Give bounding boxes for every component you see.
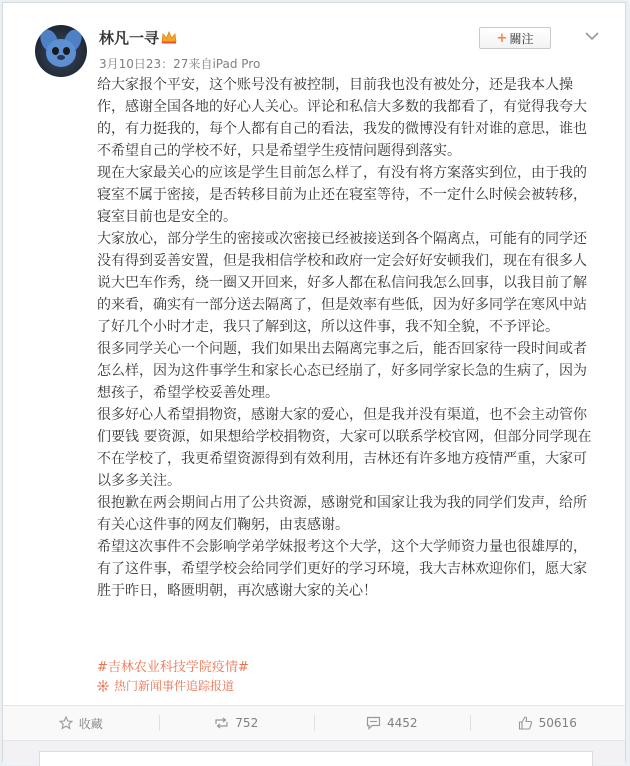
- plus-icon: +: [496, 30, 508, 46]
- comment-count: 4452: [386, 716, 418, 730]
- like-button[interactable]: [470, 706, 626, 740]
- post-paragraph: 很多好心人希望捐物资，感谢大家的爱心，但是我并没有渠道，也不会主动管你们要钱 要资源，如果想给学校捐物资，大家可以联系学校官网，但部分同学现在不在学校了，我更希望资源得到有效利用，吉林还有许多地方疫情严重，大家可以多多关注。: [97, 407, 592, 489]
- repost-button[interactable]: [159, 706, 315, 740]
- post-meta[interactable]: 3月10日23：27来自iPad Pro: [99, 57, 261, 71]
- post-paragraph: 给大家报个平安，这个账号没有被控制，目前我也没有被处分，还是我本人操作，感谢全国各地的好心人关心。评论和私信大多数的我都看了，有觉得我夸大的，有力挺我的，每个人都有自己的看法，我发的微博没有针对谁的意思，谁也不希望自己的学校不好，只是希望学生疫情问题得到落实。: [97, 77, 587, 159]
- post-paragraph: 希望这次事件不会影响学弟学妹报考这个大学，这个大学师资力量也很雄厚的，有了这件事，希望学校会给同学们更好的学习环境，我大吉林欢迎你们，愿大家胜于昨日，略匮明朝，再次感谢大家的关心！: [97, 539, 587, 599]
- comment-button[interactable]: [314, 706, 470, 740]
- repost-count: 752: [235, 716, 259, 730]
- favorite-button[interactable]: [3, 706, 159, 740]
- post-paragraph: 现在大家最关心的应该是学生目前怎么样了，有没有将方案落实到位，由于我的寝室不属于密接，是否转移目前为止还在寝室等待，不一定什么时候会被转移，寝室目前也是安全的。: [97, 165, 587, 225]
- post-content: [97, 74, 597, 602]
- like-count: 50616: [538, 716, 577, 730]
- hot-news-icon: [97, 680, 109, 692]
- topic-link[interactable]: #吉林农业科技学院疫情#: [97, 660, 249, 675]
- post-paragraph: 很抱歉在两会期间占用了公共资源，感谢党和国家让我为我的同学们发声，给所有关心这件事的网友们鞠躬，由衷感谢。: [97, 495, 587, 533]
- comment-area: [3, 740, 625, 765]
- hot-news-label: 热门新闻事件追踪报道: [114, 679, 235, 693]
- star-icon: [59, 716, 73, 730]
- post-paragraph: 很多同学关心一个问题，我们如果出去隔离完事之后，能否回家待一段时间或者怎么样，因为这件事学生和家长心态已经崩了，好多同学家长急的生病了，因为想孩子，希望学校妥善处理。: [97, 341, 587, 401]
- action-bar: [3, 706, 625, 740]
- avatar[interactable]: [35, 25, 87, 77]
- repost-icon: [214, 716, 229, 730]
- post-paragraph: 大家放心，部分学生的密接或次密接已经被接送到各个隔离点，可能有的同学还没有得到妥善安置，但是我相信学校和政府一定会好好安顿我们，现在有很多人说大巴车作秀，绕一圈又开回来，好多人都在私信问我怎么回事，以我目前了解的来看，确实有一部分送去隔离了，但是效率有些低，因为好多同学在寒风中站了好几个小时才走，我只了解到这，所以这件事，我不知全貌，不予评论。: [97, 231, 587, 335]
- like-icon: [518, 716, 533, 730]
- hot-news-link[interactable]: [97, 677, 234, 694]
- favorite-label: 收藏: [78, 716, 103, 731]
- follow-label: 關注: [509, 31, 534, 46]
- comment-input[interactable]: [39, 751, 593, 766]
- follow-button[interactable]: [479, 27, 551, 49]
- username[interactable]: 林凡一寻: [99, 29, 160, 47]
- vip-crown-icon[interactable]: [161, 31, 177, 44]
- weibo-post-card: [2, 2, 626, 762]
- chevron-down-icon[interactable]: [585, 31, 599, 41]
- comment-icon: [366, 716, 381, 730]
